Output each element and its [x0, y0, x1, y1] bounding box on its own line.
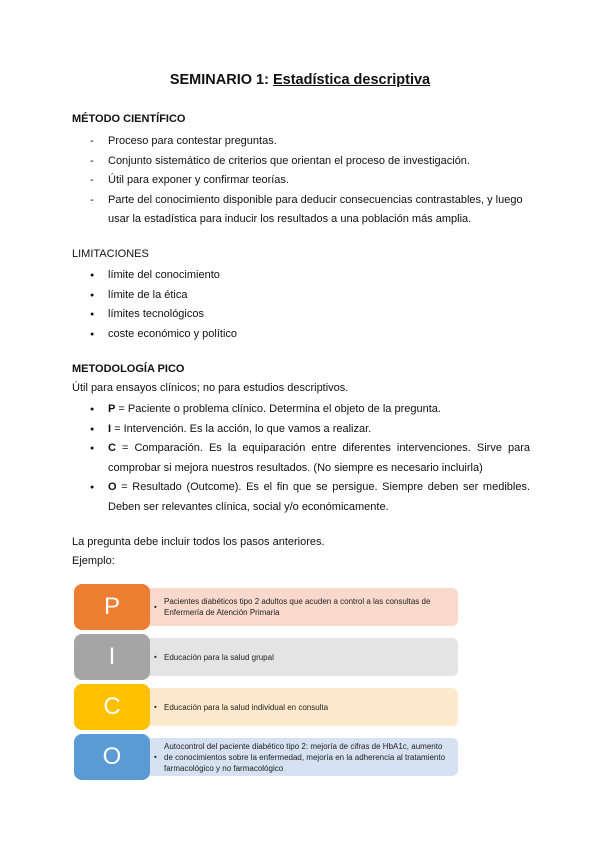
- limitaciones-list: [72, 266, 530, 344]
- list-item: - Útil para exponer y confirmar teorías.: [72, 171, 530, 191]
- pico-text: = Resultado (Outcome). Es el fin que se persigue. Siempre deben ser medibles. Deben ser relevantes clínica, social y/o económicamente.: [108, 481, 530, 513]
- pico-row-o: [74, 734, 464, 774]
- pico-letter-p: P: [74, 584, 150, 630]
- list-item: ● límite del conocimiento: [72, 266, 530, 286]
- bullet-icon: •: [154, 702, 157, 712]
- pico-key: P: [108, 403, 116, 415]
- pico-box-p: [142, 588, 458, 626]
- pico-letter-c: C: [74, 684, 150, 730]
- title-subject: Estadística descriptiva: [272, 72, 431, 88]
- pico-box-i: [142, 638, 458, 676]
- list-item: ● límite de la ética: [72, 286, 530, 306]
- metodo-heading: MÉTODO CIENTÍFICO: [72, 113, 186, 125]
- pico-row-p: [74, 584, 464, 624]
- bullet-icon: •: [154, 752, 157, 762]
- list-item: [72, 420, 530, 440]
- pico-box-text: Educación para la salud individual en consulta: [164, 702, 329, 712]
- pico-text: = Comparación. Es la equiparación entre diferentes intervenciones. Sirve para comprobar si mejora nuestros resultados. (No siempre es necesario incluirla): [108, 442, 530, 474]
- pico-key: I: [108, 422, 112, 435]
- bullet-icon: •: [154, 602, 157, 612]
- pico-letter-o: O: [74, 734, 150, 780]
- pico-text: = Intervención. Es la acción, lo que vamos a realizar.: [111, 422, 372, 435]
- list-item: - Conjunto sistemático de criterios que orientan el proceso de investigación.: [72, 152, 530, 172]
- list-item: ● límites tecnológicos: [72, 305, 530, 325]
- pico-row-c: [74, 684, 464, 724]
- list-item: - Parte del conocimiento disponible para deducir consecuencias contrastables, y luego usar la estadística para inducir los resultados a una población más amplia.: [72, 191, 530, 230]
- list-item: - Proceso para contestar preguntas.: [72, 132, 530, 152]
- page-title: [0, 72, 600, 88]
- list-item: [72, 400, 530, 420]
- pico-box-text: Pacientes diabéticos tipo 2 adultos que acuden a control a las consultas de Enfermería de Atención Primaria: [164, 597, 431, 617]
- title-prefix: SEMINARIO 1:: [169, 72, 273, 88]
- bullet-icon: •: [154, 652, 157, 662]
- pico-text: = Paciente o problema clínico. Determina el objeto de la pregunta.: [115, 403, 441, 415]
- pico-key: C: [108, 442, 116, 454]
- pico-box-o: [142, 738, 458, 776]
- pico-after: La pregunta debe incluir todos los pasos anteriores.: [72, 536, 325, 548]
- limitaciones-heading: LIMITACIONES: [72, 248, 149, 260]
- list-item: ● coste económico y político: [72, 325, 530, 345]
- list-item: [72, 439, 530, 478]
- pico-intro: Útil para ensayos clínicos; no para estudios descriptivos.: [72, 382, 349, 394]
- list-item: [72, 478, 530, 517]
- metodo-list: [72, 132, 530, 230]
- example-label: Ejemplo:: [72, 555, 115, 567]
- pico-box-c: [142, 688, 458, 726]
- pico-heading: METODOLOGÍA PICO: [72, 363, 185, 375]
- pico-box-text: Autocontrol del paciente diabético tipo 2: mejoría de cifras de HbA1c, aumento de conocimientos sobre la enfermedad, mejoría en la adherencia al tratamiento farmacológico y no farmacológico: [164, 741, 446, 773]
- pico-key: O: [108, 481, 117, 493]
- pico-box-text: Educación para la salud grupal: [164, 652, 274, 662]
- pico-row-i: [74, 634, 464, 674]
- pico-letter-i: I: [74, 634, 150, 680]
- pico-list: [72, 400, 530, 517]
